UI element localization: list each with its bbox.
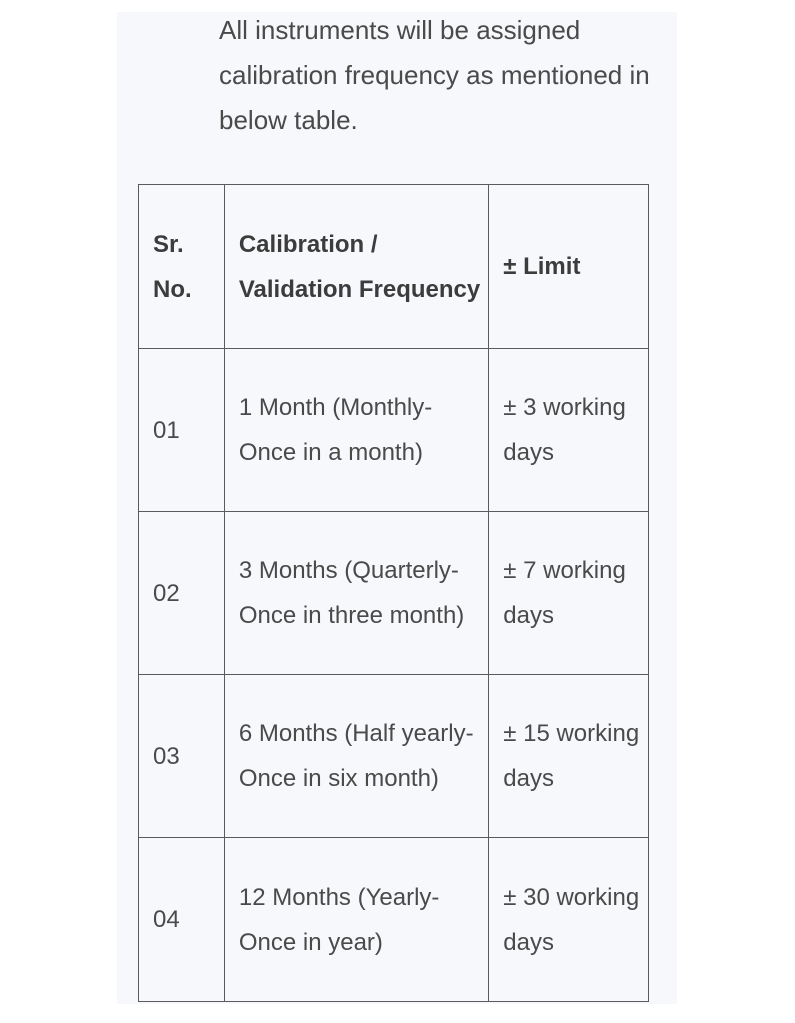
- cell-frequency: 6 Months (Half yearly-Once in six month): [224, 675, 488, 838]
- cell-frequency: 1 Month (Monthly-Once in a month): [224, 349, 488, 512]
- cell-sr: 04: [139, 838, 225, 1002]
- cell-limit: ± 30 working days: [489, 838, 649, 1002]
- table-row: [139, 349, 649, 512]
- cell-sr: 03: [139, 675, 225, 838]
- cell-limit: ± 3 working days: [489, 349, 649, 512]
- table-row: [139, 838, 649, 1002]
- cell-sr: 02: [139, 512, 225, 675]
- cell-sr: 01: [139, 349, 225, 512]
- cell-frequency: 12 Months (Yearly-Once in year): [224, 838, 488, 1002]
- header-frequency: Calibration / Validation Frequency: [224, 185, 488, 349]
- cell-limit: ± 7 working days: [489, 512, 649, 675]
- cell-frequency: 3 Months (Quarterly-Once in three month): [224, 512, 488, 675]
- header-limit: ± Limit: [489, 185, 649, 349]
- intro-paragraph: All instruments will be assigned calibration frequency as mentioned in below table.: [219, 15, 650, 135]
- table-row: [139, 512, 649, 675]
- table-header-row: [139, 185, 649, 349]
- cell-limit: ± 15 working days: [489, 675, 649, 838]
- calibration-frequency-table: [138, 184, 649, 1002]
- header-sr-no: Sr. No.: [139, 185, 225, 349]
- table-row: [139, 675, 649, 838]
